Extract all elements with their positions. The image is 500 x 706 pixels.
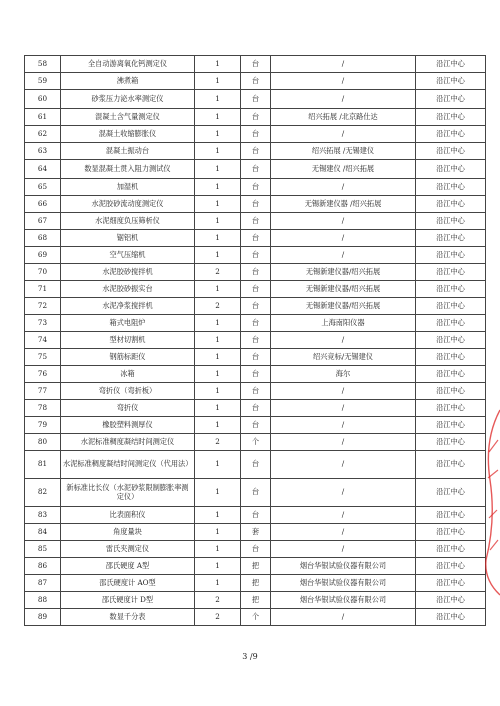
- table-row: [25, 609, 486, 626]
- cell-qty: 1: [195, 230, 241, 247]
- table-row: [25, 196, 486, 213]
- table-row: [25, 575, 486, 592]
- cell-loc: 沿江中心: [416, 247, 486, 264]
- cell-unit: 台: [241, 196, 271, 213]
- cell-no: 88: [25, 592, 61, 609]
- cell-loc: 沿江中心: [416, 56, 486, 73]
- cell-unit: 台: [241, 451, 271, 479]
- cell-qty: 1: [195, 383, 241, 400]
- cell-qty: 1: [195, 524, 241, 541]
- table-row: [25, 451, 486, 479]
- cell-qty: 1: [195, 109, 241, 126]
- table-row: [25, 264, 486, 281]
- cell-no: 78: [25, 400, 61, 417]
- cell-name: 水泥胶砂振实台: [61, 281, 195, 298]
- cell-no: 79: [25, 417, 61, 434]
- cell-unit: 把: [241, 558, 271, 575]
- cell-maker: 无锡新建仪器/绍兴拓展: [271, 281, 416, 298]
- table-row: [25, 507, 486, 524]
- cell-unit: 台: [241, 90, 271, 109]
- cell-loc: 沿江中心: [416, 179, 486, 196]
- cell-unit: 台: [241, 247, 271, 264]
- cell-unit: 台: [241, 315, 271, 332]
- cell-maker: /: [271, 179, 416, 196]
- cell-loc: 沿江中心: [416, 109, 486, 126]
- cell-name: 橡胶塑料测厚仪: [61, 417, 195, 434]
- table-row: [25, 383, 486, 400]
- cell-unit: 把: [241, 575, 271, 592]
- cell-unit: 台: [241, 417, 271, 434]
- table-row: [25, 179, 486, 196]
- cell-qty: 1: [195, 56, 241, 73]
- cell-unit: 把: [241, 592, 271, 609]
- cell-maker: /: [271, 73, 416, 90]
- table-row: [25, 332, 486, 349]
- cell-loc: 沿江中心: [416, 73, 486, 90]
- cell-maker: /: [271, 126, 416, 143]
- table-row: [25, 109, 486, 126]
- cell-qty: 1: [195, 400, 241, 417]
- cell-unit: 台: [241, 366, 271, 383]
- cell-unit: 台: [241, 213, 271, 230]
- cell-unit: 个: [241, 609, 271, 626]
- cell-maker: /: [271, 230, 416, 247]
- cell-no: 86: [25, 558, 61, 575]
- cell-loc: 沿江中心: [416, 541, 486, 558]
- cell-name: 混凝土收缩膨胀仪: [61, 126, 195, 143]
- cell-loc: 沿江中心: [416, 298, 486, 315]
- cell-no: 77: [25, 383, 61, 400]
- cell-unit: 台: [241, 281, 271, 298]
- table-row: [25, 524, 486, 541]
- table-row: [25, 315, 486, 332]
- cell-qty: 1: [195, 575, 241, 592]
- table-row: [25, 541, 486, 558]
- cell-maker: 绍兴竞标/无锡建仪: [271, 349, 416, 366]
- equipment-table: [24, 55, 486, 626]
- cell-loc: 沿江中心: [416, 160, 486, 179]
- cell-loc: 沿江中心: [416, 434, 486, 451]
- cell-loc: 沿江中心: [416, 213, 486, 230]
- cell-unit: 台: [241, 400, 271, 417]
- cell-name: 水泥标准稠度凝结时间测定仪（代用法）: [61, 451, 195, 479]
- cell-no: 74: [25, 332, 61, 349]
- cell-name: 雷氏夹测定仪: [61, 541, 195, 558]
- table-row: [25, 160, 486, 179]
- cell-no: 84: [25, 524, 61, 541]
- cell-no: 81: [25, 451, 61, 479]
- cell-name: 混凝土含气量测定仪: [61, 109, 195, 126]
- cell-loc: 沿江中心: [416, 400, 486, 417]
- cell-unit: 台: [241, 143, 271, 160]
- table-row: [25, 73, 486, 90]
- table-row: [25, 479, 486, 507]
- equipment-table-body: [25, 56, 486, 626]
- cell-qty: 2: [195, 609, 241, 626]
- cell-no: 80: [25, 434, 61, 451]
- cell-loc: 沿江中心: [416, 315, 486, 332]
- cell-loc: 沿江中心: [416, 230, 486, 247]
- cell-qty: 1: [195, 417, 241, 434]
- cell-name: 全自动游离氧化钙测定仪: [61, 56, 195, 73]
- cell-no: 62: [25, 126, 61, 143]
- cell-qty: 1: [195, 332, 241, 349]
- cell-name: 混凝土振动台: [61, 143, 195, 160]
- table-row: [25, 400, 486, 417]
- cell-qty: 1: [195, 366, 241, 383]
- cell-maker: /: [271, 609, 416, 626]
- cell-loc: 沿江中心: [416, 332, 486, 349]
- cell-no: 64: [25, 160, 61, 179]
- cell-unit: 台: [241, 349, 271, 366]
- cell-name: 角度量块: [61, 524, 195, 541]
- page-number: 3 /9: [242, 652, 258, 661]
- cell-qty: 1: [195, 479, 241, 507]
- cell-no: 71: [25, 281, 61, 298]
- cell-name: 比表面积仪: [61, 507, 195, 524]
- cell-no: 73: [25, 315, 61, 332]
- cell-unit: 台: [241, 507, 271, 524]
- cell-name: 锯铝机: [61, 230, 195, 247]
- cell-maker: /: [271, 400, 416, 417]
- cell-no: 83: [25, 507, 61, 524]
- table-row: [25, 298, 486, 315]
- cell-name: 空气压缩机: [61, 247, 195, 264]
- table-row: [25, 592, 486, 609]
- cell-no: 75: [25, 349, 61, 366]
- cell-qty: 2: [195, 298, 241, 315]
- cell-unit: 台: [241, 126, 271, 143]
- cell-qty: 1: [195, 541, 241, 558]
- cell-name: 沸煮箱: [61, 73, 195, 90]
- cell-loc: 沿江中心: [416, 558, 486, 575]
- cell-no: 68: [25, 230, 61, 247]
- table-row: [25, 126, 486, 143]
- cell-name: 水泥标准稠度凝结时间测定仪: [61, 434, 195, 451]
- cell-loc: 沿江中心: [416, 592, 486, 609]
- table-row: [25, 281, 486, 298]
- cell-maker: /: [271, 524, 416, 541]
- table-row: [25, 247, 486, 264]
- cell-name: 砂浆压力泌水率测定仪: [61, 90, 195, 109]
- cell-name: 型材切割机: [61, 332, 195, 349]
- cell-maker: 烟台华银试验仪器有限公司: [271, 575, 416, 592]
- cell-maker: /: [271, 383, 416, 400]
- cell-qty: 1: [195, 451, 241, 479]
- cell-maker: 烟台华银试验仪器有限公司: [271, 592, 416, 609]
- cell-name: 冰箱: [61, 366, 195, 383]
- cell-maker: /: [271, 541, 416, 558]
- cell-unit: 台: [241, 298, 271, 315]
- cell-loc: 沿江中心: [416, 479, 486, 507]
- cell-loc: 沿江中心: [416, 383, 486, 400]
- cell-name: 加湿机: [61, 179, 195, 196]
- cell-unit: 台: [241, 332, 271, 349]
- cell-loc: 沿江中心: [416, 90, 486, 109]
- cell-loc: 沿江中心: [416, 281, 486, 298]
- cell-unit: 台: [241, 383, 271, 400]
- cell-name: 水泥胶砂搅拌机: [61, 264, 195, 281]
- cell-unit: 台: [241, 541, 271, 558]
- cell-no: 69: [25, 247, 61, 264]
- cell-name: 钢筋标距仪: [61, 349, 195, 366]
- cell-maker: /: [271, 434, 416, 451]
- cell-no: 59: [25, 73, 61, 90]
- cell-qty: 2: [195, 592, 241, 609]
- cell-name: 邵氏硬度计 D型: [61, 592, 195, 609]
- table-row: [25, 434, 486, 451]
- cell-qty: 1: [195, 213, 241, 230]
- cell-qty: 1: [195, 558, 241, 575]
- cell-qty: 1: [195, 179, 241, 196]
- cell-no: 63: [25, 143, 61, 160]
- cell-loc: 沿江中心: [416, 451, 486, 479]
- table-row: [25, 230, 486, 247]
- cell-qty: 1: [195, 315, 241, 332]
- cell-unit: 个: [241, 434, 271, 451]
- cell-loc: 沿江中心: [416, 264, 486, 281]
- cell-name: 水泥净浆搅拌机: [61, 298, 195, 315]
- cell-maker: 上海南阳仪器: [271, 315, 416, 332]
- cell-maker: /: [271, 451, 416, 479]
- cell-qty: 1: [195, 507, 241, 524]
- cell-no: 89: [25, 609, 61, 626]
- cell-no: 82: [25, 479, 61, 507]
- cell-name: 邵氏硬度 A型: [61, 558, 195, 575]
- cell-unit: 台: [241, 264, 271, 281]
- cell-unit: 台: [241, 160, 271, 179]
- cell-name: 水泥细度负压筛析仪: [61, 213, 195, 230]
- cell-no: 58: [25, 56, 61, 73]
- cell-qty: 1: [195, 281, 241, 298]
- cell-maker: 无锡新建仪器/绍兴拓展: [271, 264, 416, 281]
- cell-qty: 2: [195, 434, 241, 451]
- cell-no: 70: [25, 264, 61, 281]
- table-row: [25, 213, 486, 230]
- cell-loc: 沿江中心: [416, 575, 486, 592]
- cell-qty: 1: [195, 247, 241, 264]
- cell-unit: 台: [241, 230, 271, 247]
- cell-maker: 海尔: [271, 366, 416, 383]
- cell-unit: 台: [241, 109, 271, 126]
- cell-no: 72: [25, 298, 61, 315]
- cell-maker: 无锡建仪 /绍兴拓展: [271, 160, 416, 179]
- cell-loc: 沿江中心: [416, 143, 486, 160]
- cell-qty: 1: [195, 160, 241, 179]
- cell-qty: 1: [195, 349, 241, 366]
- cell-loc: 沿江中心: [416, 507, 486, 524]
- cell-maker: 无锡新建仪器/绍兴拓展: [271, 298, 416, 315]
- cell-loc: 沿江中心: [416, 417, 486, 434]
- table-row: [25, 56, 486, 73]
- cell-maker: /: [271, 56, 416, 73]
- cell-maker: 绍兴拓展 /北京路仕达: [271, 109, 416, 126]
- cell-qty: 2: [195, 264, 241, 281]
- cell-loc: 沿江中心: [416, 196, 486, 213]
- cell-no: 65: [25, 179, 61, 196]
- cell-name: 弯折仪: [61, 400, 195, 417]
- cell-no: 67: [25, 213, 61, 230]
- cell-loc: 沿江中心: [416, 126, 486, 143]
- cell-maker: 烟台华银试验仪器有限公司: [271, 558, 416, 575]
- cell-no: 87: [25, 575, 61, 592]
- cell-maker: /: [271, 247, 416, 264]
- cell-qty: 1: [195, 73, 241, 90]
- cell-maker: /: [271, 479, 416, 507]
- cell-no: 76: [25, 366, 61, 383]
- cell-no: 66: [25, 196, 61, 213]
- cell-unit: 台: [241, 73, 271, 90]
- cell-unit: 套: [241, 524, 271, 541]
- table-row: [25, 417, 486, 434]
- cell-name: 水泥胶砂流动度测定仪: [61, 196, 195, 213]
- cell-no: 61: [25, 109, 61, 126]
- cell-maker: /: [271, 90, 416, 109]
- cell-maker: 绍兴拓展 /无锡建仪: [271, 143, 416, 160]
- cell-loc: 沿江中心: [416, 349, 486, 366]
- table-row: [25, 90, 486, 109]
- cell-name: 邵氏硬度计 AO型: [61, 575, 195, 592]
- table-row: [25, 143, 486, 160]
- cell-name: 箱式电阻炉: [61, 315, 195, 332]
- cell-unit: 台: [241, 179, 271, 196]
- cell-qty: 1: [195, 143, 241, 160]
- cell-name: 数显千分表: [61, 609, 195, 626]
- cell-loc: 沿江中心: [416, 366, 486, 383]
- cell-unit: 台: [241, 56, 271, 73]
- cell-name: 数显混凝土贯入阻力测试仪: [61, 160, 195, 179]
- cell-maker: /: [271, 417, 416, 434]
- cell-maker: /: [271, 332, 416, 349]
- cell-maker: /: [271, 213, 416, 230]
- table-row: [25, 349, 486, 366]
- cell-name: 弯折仪（弯折板）: [61, 383, 195, 400]
- cell-maker: /: [271, 507, 416, 524]
- cell-maker: 无锡新建仪器 /绍兴拓展: [271, 196, 416, 213]
- cell-unit: 台: [241, 479, 271, 507]
- cell-no: 85: [25, 541, 61, 558]
- cell-qty: 1: [195, 90, 241, 109]
- table-row: [25, 366, 486, 383]
- cell-loc: 沿江中心: [416, 524, 486, 541]
- cell-name: 新标准比长仪（水泥砂浆限制膨胀率测定仪）: [61, 479, 195, 507]
- cell-no: 60: [25, 90, 61, 109]
- cell-loc: 沿江中心: [416, 609, 486, 626]
- cell-qty: 1: [195, 126, 241, 143]
- cell-qty: 1: [195, 196, 241, 213]
- table-row: [25, 558, 486, 575]
